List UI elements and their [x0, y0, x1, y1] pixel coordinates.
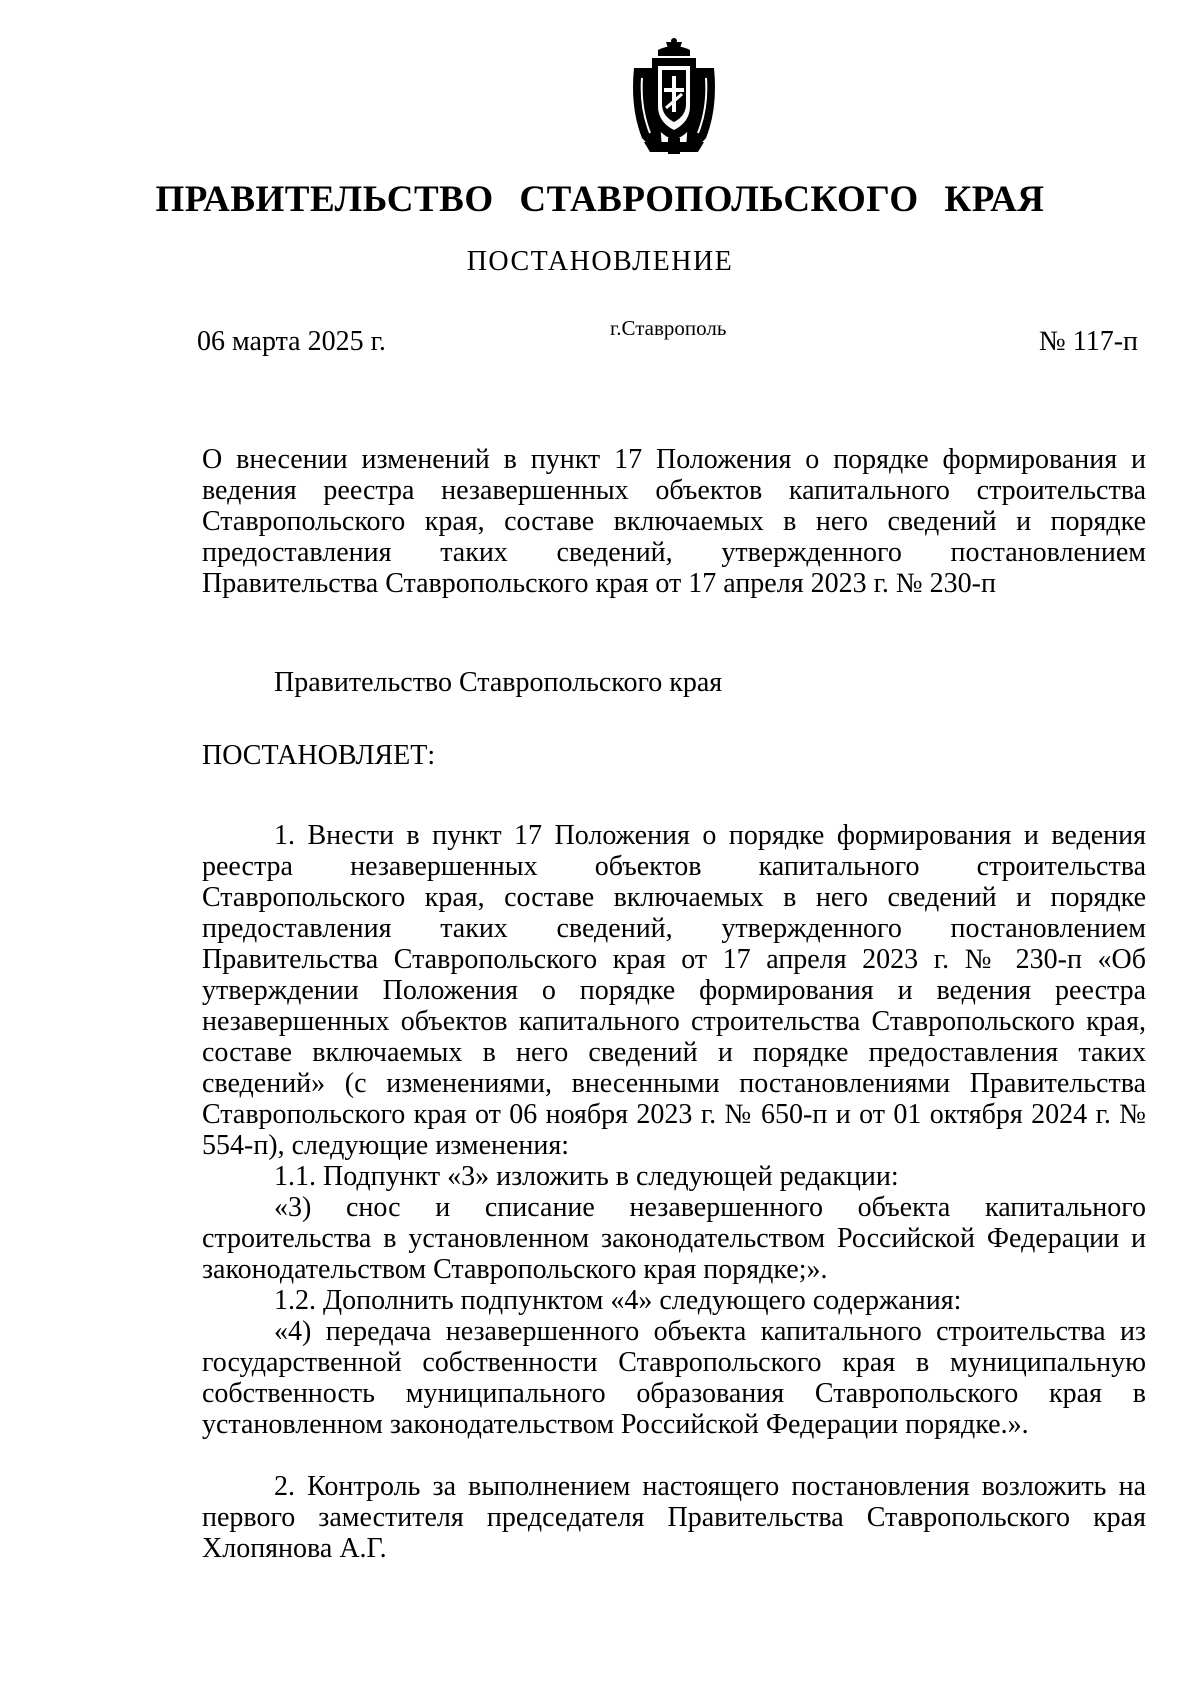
- paragraph-1-2-text: «4) передача незавершенного объекта капитального строительства из государственной собственности Ставропольского края в муниципальную собственность муниципального образования Ставропольского края в установленном законодательством Российской Федерации порядке.».: [202, 1316, 1146, 1440]
- paragraph-2: 2. Контроль за выполнением настоящего постановления возложить на первого заместителя председателя Правительства Ставропольского края Хлопянова А.Г.: [202, 1471, 1146, 1564]
- document-type: ПОСТАНОВЛЕНИЕ: [466, 246, 734, 277]
- government-title: ПРАВИТЕЛЬСТВО СТАВРОПОЛЬСКОГО КРАЯ: [155, 179, 1045, 220]
- paragraph-1-1-text: «3) снос и списание незавершенного объекта капитального строительства в установленном законодательством Российской Федерации и законодательством Ставропольского края порядке;».: [202, 1192, 1146, 1285]
- document-city: г.Ставрополь: [610, 316, 727, 340]
- document-date: 06 марта 2025 г.: [197, 326, 386, 357]
- paragraph-1: 1. Внести в пункт 17 Положения о порядке формирования и ведения реестра незавершенных объектов капитального строительства Ставропольского края, составе включаемых в него сведений и порядке предоставления таких сведений, утвержденного постановлением Правительства Ставропольского края от 17 апреля 2023 г. № 230-п «Об утверждении Положения о порядке формирования и ведения реестра незавершенных объектов капитального строительства Ставропольского края, составе включаемых в него сведений и порядке предоставления таких сведений» (с изменениями, внесенными постановлениями Правительства Ставропольского края от 06 ноября 2023 г. № 650-п и от 01 октября 2024 г. № 554-п), следующие изменения:: [202, 820, 1146, 1161]
- preamble: Правительство Ставропольского края: [274, 667, 723, 698]
- paragraph-1-2: 1.2. Дополнить подпунктом «4» следующего содержания:: [274, 1285, 962, 1316]
- document-body: [202, 820, 1146, 1564]
- paragraph-1-1: 1.1. Подпункт «3» изложить в следующей редакции:: [274, 1161, 899, 1192]
- document-subject: О внесении изменений в пункт 17 Положения о порядке формирования и ведения реестра незавершенных объектов капитального строительства Ставропольского края, составе включаемых в него сведений и порядке предоставления таких сведений, утвержденного постановлением Правительства Ставропольского края от 17 апреля 2023 г. № 230-п: [202, 444, 1146, 599]
- resolves-heading: ПОСТАНОВЛЯЕТ:: [202, 740, 436, 771]
- coat-of-arms-emblem: [628, 38, 720, 156]
- document-number: № 117-п: [1039, 326, 1138, 357]
